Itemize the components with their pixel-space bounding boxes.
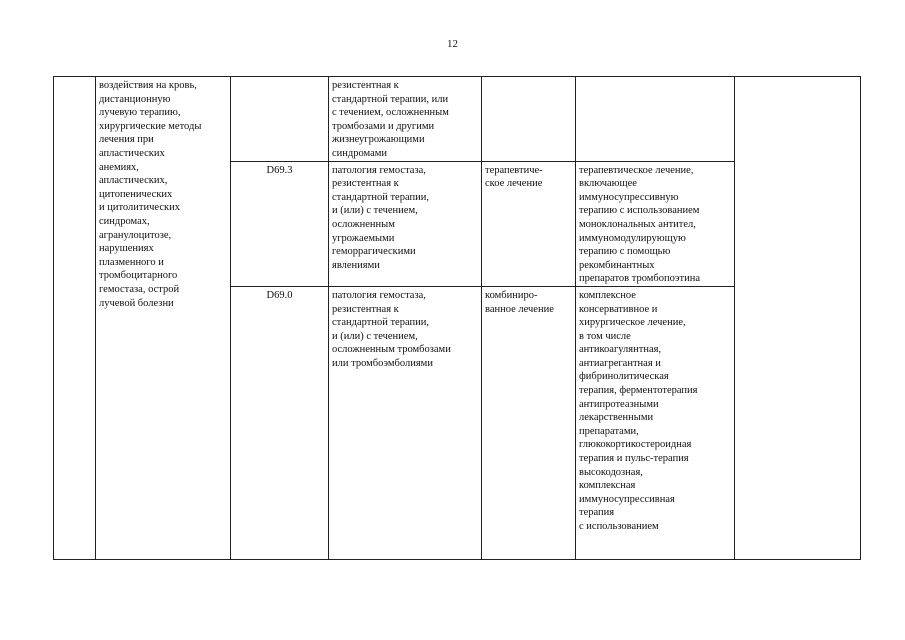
table-row bbox=[54, 77, 861, 162]
method-text: комплексное консервативное и хирургическое лечение, в том числе антикоагулянтная, антиагрегантная и фибринолитическая терапия, ферментотерапия антипротеазными лекарственными препаратами, глюкокортикостероидная терапия и пульс-терапия высокодозная, комплексная иммуносупрессивная терапия с использованием bbox=[579, 289, 698, 532]
table-cell-method bbox=[576, 161, 735, 286]
treatment-type-text: комбиниро- ванное лечение bbox=[485, 289, 554, 315]
model-text: резистентная к стандартной терапии, или с течением, осложненным тромбозами и другими жизнеугрожающими синдромами bbox=[332, 80, 449, 159]
diagnosis-code: D69.0 bbox=[266, 289, 293, 301]
table-cell-care-type bbox=[96, 77, 231, 560]
table-cell-method bbox=[576, 286, 735, 559]
table-cell-treatment-type bbox=[482, 286, 576, 559]
table-cell-code bbox=[231, 161, 329, 286]
method-text: терапевтическое лечение, включающее иммуносупрессивную терапию с использованием моноклональных антител, иммуномодулирующую терапию с помощью рекомбинантных препаратов тромбопоэтина bbox=[579, 164, 700, 285]
table-cell-treatment-type bbox=[482, 77, 576, 162]
table-cell-method bbox=[576, 77, 735, 162]
treatment-type-text: терапевтиче- ское лечение bbox=[485, 164, 543, 190]
page-number: 12 bbox=[447, 38, 458, 50]
table-cell-code bbox=[231, 77, 329, 162]
table-cell-treatment-type bbox=[482, 161, 576, 286]
model-text: патология гемостаза, резистентная к стандартной терапии, и (или) с течением, осложненным тромбозами или тромбоэмболиями bbox=[332, 289, 451, 369]
table-cell-model bbox=[329, 77, 482, 162]
table-cell-code bbox=[231, 286, 329, 559]
table-cell-model bbox=[329, 286, 482, 559]
model-text: патология гемостаза, резистентная к стандартной терапии, и (или) с течением, осложненным угрожаемыми геморрагическими явлениями bbox=[332, 164, 429, 271]
diagnosis-code: D69.3 bbox=[266, 164, 293, 176]
table-cell-norm bbox=[735, 77, 861, 560]
medical-care-table bbox=[53, 76, 861, 560]
care-type-text: воздействия на кровь, дистанционную лучевую терапию, хирургические методы лечения при апластических анемиях, апластических, цитопенических и цитолитических синдромах, агранулоцитозе, нарушениях плазменного и тромбоцитарного гемостаза, острой лучевой болезни bbox=[99, 80, 202, 309]
table-cell-number bbox=[54, 77, 96, 560]
table-cell-model bbox=[329, 161, 482, 286]
